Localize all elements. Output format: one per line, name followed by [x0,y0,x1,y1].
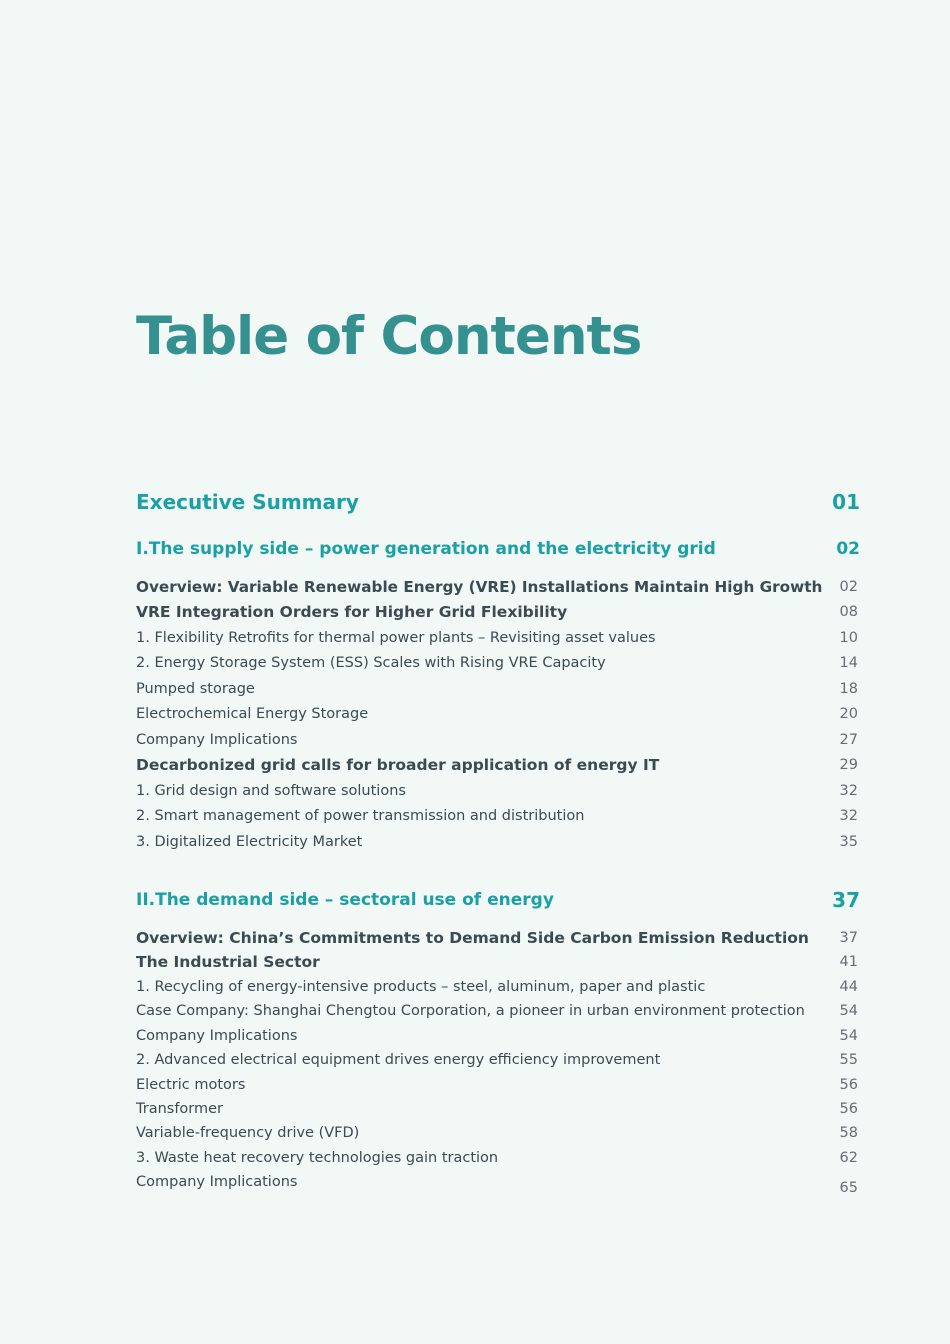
toc-entry-label: Variable-frequency drive (VFD) [136,1125,360,1141]
toc-entry[interactable] [136,926,860,950]
toc-entry-label: Electrochemical Energy Storage [136,706,369,722]
toc-entry[interactable] [136,728,860,752]
toc-section-demand-side[interactable] [136,888,860,912]
toc-page-number: 29 [839,757,858,773]
toc-page-number: 35 [839,834,858,850]
toc-entry-label: 1. Grid design and software solutions [136,783,406,799]
toc-entry-label: 2. Smart management of power transmission and distribution [136,808,585,824]
toc-entry-label: Company Implications [136,1174,298,1190]
toc-page-number: 18 [839,681,858,697]
toc-page-number: 20 [839,706,858,722]
toc-entry-label: 3. Digitalized Electricity Market [136,834,363,850]
toc-entry-label: Case Company: Shanghai Chengtou Corporation, a pioneer in urban environment protection [136,1003,805,1019]
toc-entry-label: Company Implications [136,732,298,748]
toc-entry[interactable] [136,975,860,999]
toc-page-number: 58 [839,1125,858,1141]
toc-page-number: 37 [832,888,860,912]
toc-entry-executive-summary[interactable] [136,490,860,514]
toc-page-number: 62 [839,1150,858,1166]
toc-entry-label: Decarbonized grid calls for broader application of energy IT [136,756,660,774]
toc-entry[interactable] [136,626,860,650]
toc-page-number: 10 [839,630,858,646]
toc-page-number: 14 [839,655,858,671]
toc-entry[interactable] [136,804,860,828]
toc-page-number: 27 [839,732,858,748]
toc-page-number: 65 [839,1180,858,1196]
toc-entry-label: Overview: China’s Commitments to Demand Side Carbon Emission Reduction [136,929,809,947]
toc-section-label: II.The demand side – sectoral use of energy [136,890,554,910]
toc-entry[interactable] [136,575,860,599]
toc-entry-label: 1. Recycling of energy-intensive products – steel, aluminum, paper and plastic [136,979,706,995]
toc-entry[interactable] [136,753,860,777]
toc-page-number: 32 [839,808,858,824]
toc-section-supply-side[interactable] [136,537,860,561]
toc-page-number: 56 [839,1101,858,1117]
toc-page-number: 41 [839,954,858,970]
toc-page-number: 37 [839,930,858,946]
toc-page-number: 44 [839,979,858,995]
toc-entry-label: Executive Summary [136,490,359,514]
toc-page-number: 02 [839,579,858,595]
toc-page-number: 54 [839,1003,858,1019]
toc-entry-label: VRE Integration Orders for Higher Grid Flexibility [136,603,568,621]
toc-entry-label: Pumped storage [136,681,255,697]
toc-entry[interactable] [136,779,860,803]
toc-page-number: 01 [832,490,860,514]
toc-entry-label: Overview: Variable Renewable Energy (VRE) Installations Maintain High Growth [136,578,823,596]
toc-entry[interactable] [136,1170,860,1194]
page-title: Table of Contents [136,306,642,367]
toc-entry[interactable] [136,830,860,854]
toc-entry[interactable] [136,600,860,624]
toc-entry-label: 1. Flexibility Retrofits for thermal power plants – Revisiting asset values [136,630,656,646]
toc-entry[interactable] [136,1048,860,1072]
toc-entry[interactable] [136,1097,860,1121]
toc-entry-label: Electric motors [136,1077,246,1093]
toc-entry-label: Transformer [136,1101,224,1117]
toc-entry[interactable] [136,1121,860,1145]
toc-entry-label: 2. Energy Storage System (ESS) Scales with Rising VRE Capacity [136,655,606,671]
toc-entry[interactable] [136,999,860,1023]
toc-page-number: 08 [839,604,858,620]
toc-entry[interactable] [136,677,860,701]
toc-section-label: I.The supply side – power generation and the electricity grid [136,539,716,559]
toc-entry[interactable] [136,1073,860,1097]
toc-page-number: 54 [839,1028,858,1044]
toc-entry[interactable] [136,651,860,675]
toc-entry-label: 3. Waste heat recovery technologies gain traction [136,1150,499,1166]
toc-entry[interactable] [136,950,860,974]
toc-entry[interactable] [136,1146,860,1170]
toc-entry[interactable] [136,702,860,726]
toc-page-number: 56 [839,1077,858,1093]
toc-entry-label: Company Implications [136,1028,298,1044]
toc-page-number: 02 [836,539,860,559]
toc-entry-label: The Industrial Sector [136,953,320,971]
toc-entry[interactable] [136,1024,860,1048]
toc-page-number: 55 [839,1052,858,1068]
toc-entry-label: 2. Advanced electrical equipment drives energy efficiency improvement [136,1052,661,1068]
toc-page-number: 32 [839,783,858,799]
